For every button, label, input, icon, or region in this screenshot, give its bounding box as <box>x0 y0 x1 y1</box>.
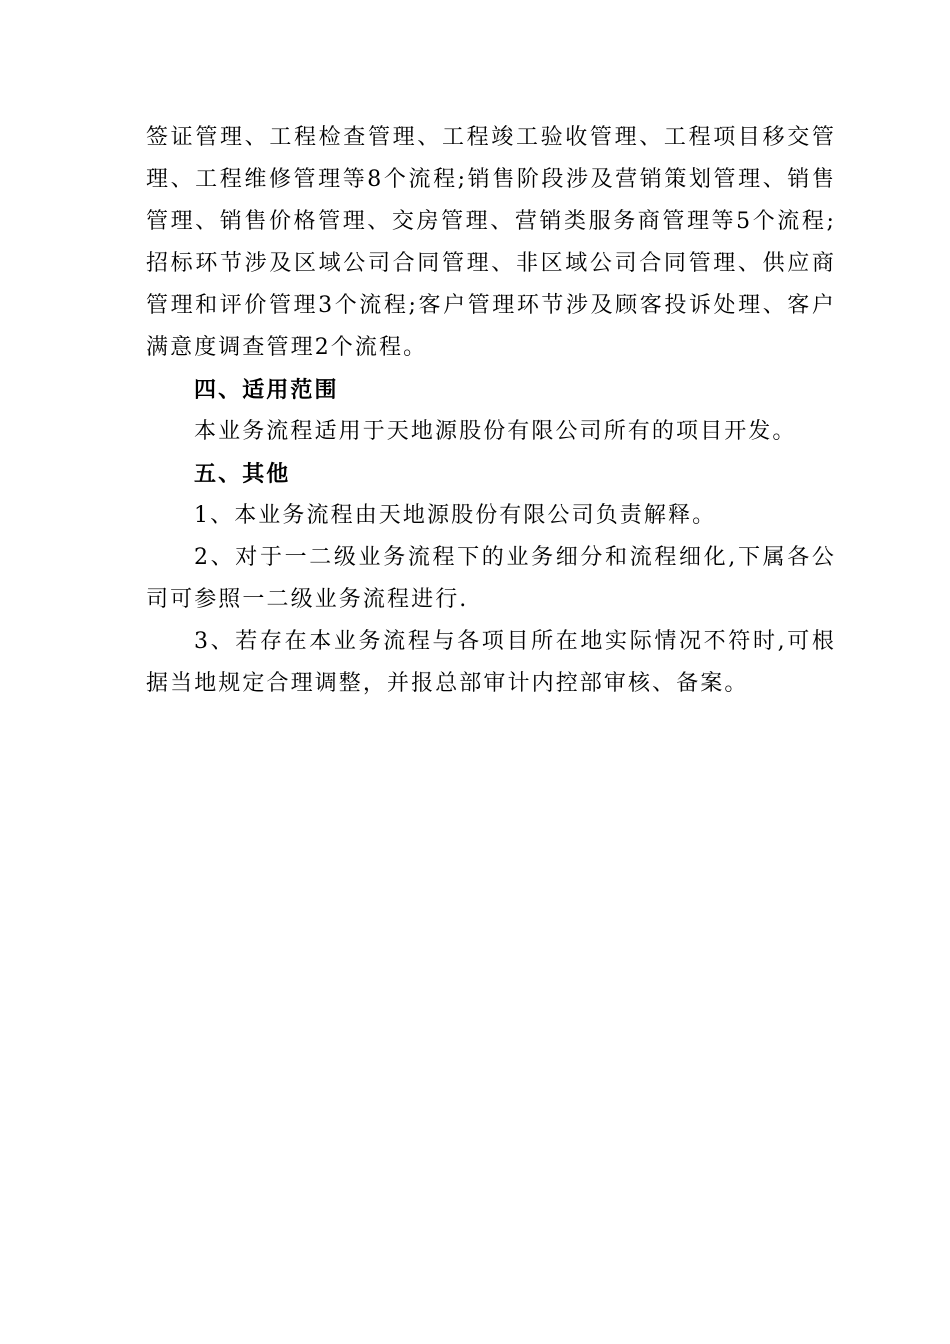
section-five-item-2: 2、对于一二级业务流程下的业务细分和流程细化,下属各公司可参照一二级业务流程进行. <box>146 545 836 612</box>
intro-paragraph: 签证管理、工程检查管理、工程竣工验收管理、工程项目移交管理、工程维修管理等8个流程;销售阶段涉及营销策划管理、销售管理、销售价格管理、交房管理、营销类服务商管理等5个流程;招标环节涉及区域公司合同管理、非区域公司合同管理、供应商管理和评价管理3个流程;客户管理环节涉及顾客投诉处理、客户满意度调查管理2个流程。 <box>146 125 836 360</box>
section-five-heading: 五、其他 <box>194 461 291 487</box>
section-five-item-1: 1、本业务流程由天地源股份有限公司负责解释。 <box>194 503 717 528</box>
section-five-item-3: 3、若存在本业务流程与各项目所在地实际情况不符时,可根据当地规定合理调整，并报总部审计内控部审核、备案。 <box>146 629 836 696</box>
document-body <box>146 117 836 705</box>
section-four-body: 本业务流程适用于天地源股份有限公司所有的项目开发。 <box>194 419 797 444</box>
section-four-heading: 四、适用范围 <box>194 377 339 403</box>
